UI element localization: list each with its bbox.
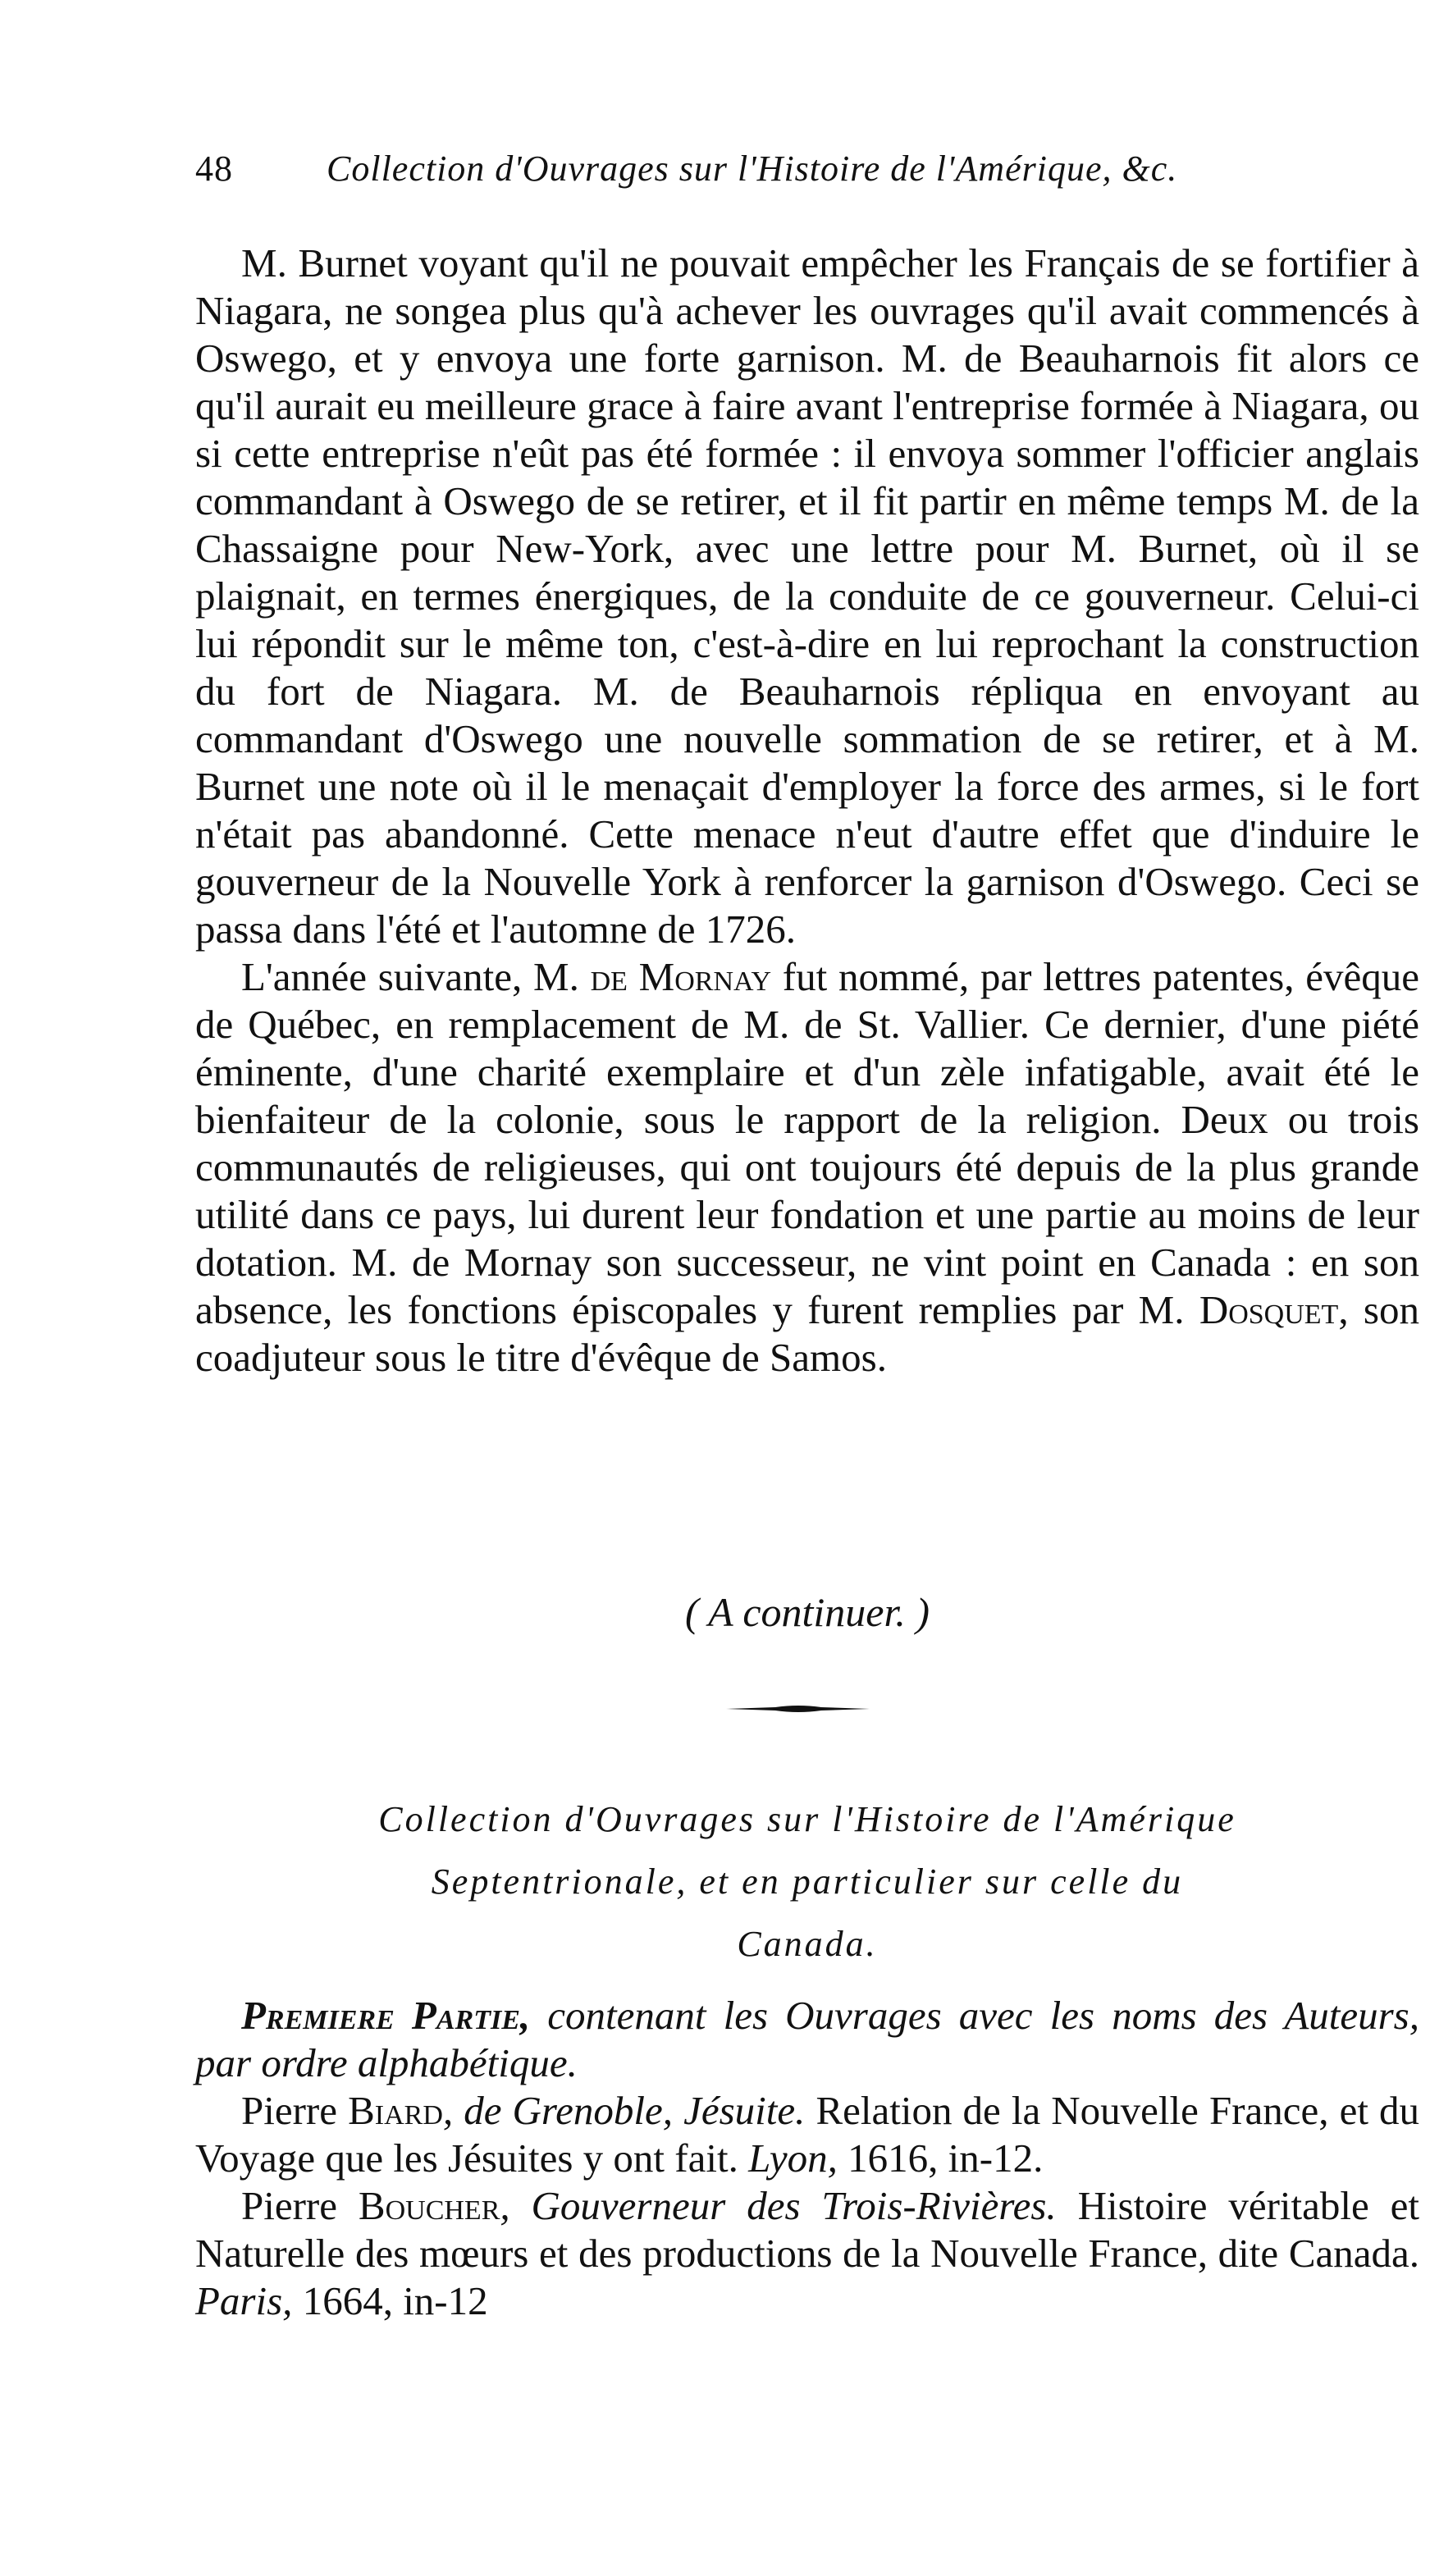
page-number: 48: [195, 148, 233, 189]
heading-line: Collection d'Ouvrages sur l'Histoire de l'Amérique: [378, 1799, 1236, 1839]
author-qualifier: , de Grenoble, Jésuite.: [442, 2088, 806, 2133]
bibliography-entry: [195, 2182, 1419, 2325]
part-label: Premiere Partie,: [241, 1993, 531, 2038]
paragraph-text: fut nommé, par lettres patentes, évêque de Québec, en remplacement de M. de St. Vallier. Ce dernier, d'une piété éminente, d'une charité exemplaire et d'un zèle infatigable, avait été le bienfaiteur de la colonie, sous le rapport de la religion. Deux ou trois communautés de religieuses, qui ont toujours été depuis de la plus grande utilité dans ce pays, lui durent leur fondation et une partie au moins de leur dotation. M. de Mornay son successeur, ne vint point en Canada : en son absence, les fonctions épiscopales y furent remplies par M.: [195, 954, 1419, 1332]
publication-place: Paris,: [195, 2278, 293, 2323]
author-surname: Boucher: [358, 2183, 500, 2228]
paragraph-text: L'année suivante, M.: [241, 954, 591, 999]
bibliography-entry: [195, 2087, 1419, 2182]
coadjutor-name: Dosquet: [1199, 1287, 1339, 1332]
section-heading: [195, 1788, 1419, 1975]
publication-place: Lyon,: [748, 2135, 838, 2181]
heading-line: Septentrionale, et en particulier sur celle du: [431, 1861, 1184, 1902]
author-first-name: Pierre: [241, 2088, 349, 2133]
bishop-name: de Mornay: [590, 954, 772, 999]
part-intro: [195, 1992, 1419, 2087]
running-header: [195, 144, 1360, 202]
paragraph-text: , son coadjuteur sous le titre d'évêque de Samos.: [195, 1287, 1419, 1380]
running-title: Collection d'Ouvrages sur l'Histoire de l'Amérique, &c.: [327, 148, 1178, 189]
part-description: contenant les Ouvrages avec les noms des Auteurs, par ordre alphabétique.: [195, 1993, 1420, 2085]
author-surname: Biard: [348, 2088, 443, 2133]
publication-imprint: 1664, in-12: [292, 2278, 488, 2323]
author-first-name: Pierre: [241, 2183, 359, 2228]
article-body: [195, 240, 1419, 1382]
section-divider-ornament: [726, 1704, 870, 1714]
bibliography: [195, 1992, 1419, 2325]
author-qualifier: , Gouverneur des Trois-Rivières.: [500, 2183, 1057, 2228]
paragraph: M. Burnet voyant qu'il ne pouvait empêcher les Français de se fortifier à Niagara, ne songea plus qu'à achever les ouvrages qu'il avait commencés à Oswego, et y envoya une forte garnison. M. de Beauharnois fit alors ce qu'il aurait eu meilleure grace à faire avant l'entreprise formée à Niagara, ou si cette entreprise n'eût pas été formée : il envoya sommer l'officier anglais commandant à Oswego de se retirer, et il fit partir en même temps M. de la Chassaigne pour New-York, avec une lettre pour M. Burnet, où il se plaignait, en termes énergiques, de la conduite de ce gouverneur. Celui-ci lui répondit sur le même ton, c'est-à-dire en lui reprochant la construction du fort de Niagara. M. de Beauharnois répliqua en envoyant au commandant d'Oswego une nouvelle sommation de se retirer, et à M. Burnet une note où il le menaçait d'employer la force des armes, si le fort n'était pas abandonné. Cette menace n'eut d'autre effet que d'induire le gouverneur de la Nouvelle York à renforcer la garnison d'Oswego. Ceci se passa dans l'été et l'automne de 1726.: [195, 240, 1419, 952]
heading-line: Canada.: [737, 1924, 878, 1964]
work-title: Relation de la Nouvelle France, et du Voyage que les Jésuites y ont fait.: [195, 2088, 1420, 2181]
paragraph: [195, 953, 1419, 1382]
continue-note: ( A continuer. ): [684, 1589, 930, 1635]
publication-imprint: 1616, in-12.: [837, 2135, 1044, 2181]
work-title: Histoire véritable et Naturelle des mœurs et des productions de la Nouvelle France, dite Canada.: [195, 2183, 1420, 2276]
